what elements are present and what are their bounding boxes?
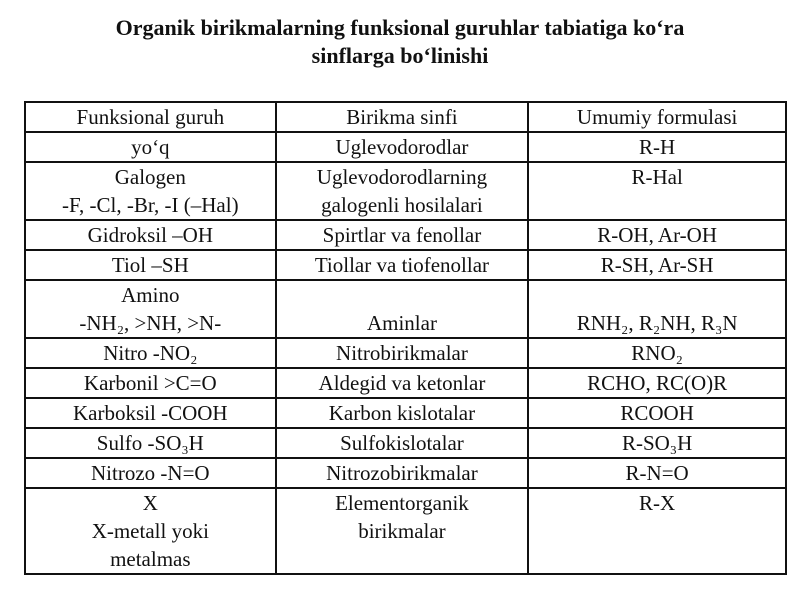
cell-text: Sulfo -SO₃H — [96, 431, 204, 455]
cell-class — [276, 280, 529, 338]
cell-text: R-Hal — [631, 165, 683, 189]
cell-group — [25, 398, 276, 428]
cell-text: Uglevodorodlarning — [316, 165, 488, 189]
cell-text: galogenli hosilalari — [321, 193, 483, 217]
cell-group — [25, 488, 276, 574]
cell-text: Elementorganik — [335, 491, 469, 515]
cell-class — [276, 458, 529, 488]
cell-class — [276, 220, 529, 250]
cell-text: Sulfokislotalar — [340, 431, 464, 455]
table-row — [25, 398, 786, 428]
table-row — [25, 458, 786, 488]
cell-text: R-SO₃H — [621, 431, 693, 455]
cell-text: Karboksil -COOH — [73, 401, 228, 425]
cell-text: Nitrozo -N=O — [91, 461, 210, 485]
cell-text: R-X — [639, 491, 676, 515]
cell-text: Tiol –SH — [111, 253, 189, 277]
cell-group — [25, 428, 276, 458]
cell-formula — [528, 338, 786, 368]
table-row — [25, 280, 786, 338]
cell-text: Uglevodorodlar — [335, 135, 469, 159]
cell-text: Nitrobirikmalar — [336, 341, 468, 365]
cell-group — [25, 458, 276, 488]
cell-text: birikmalar — [358, 519, 446, 543]
cell-class — [276, 398, 529, 428]
cell-class — [276, 368, 529, 398]
header-compound-class: Birikma sinfi — [276, 102, 529, 132]
cell-class — [276, 132, 529, 162]
table-row — [25, 368, 786, 398]
cell-text: Nitro -NO₂ — [103, 341, 198, 365]
cell-text: Galogen — [114, 165, 186, 189]
cell-text: X — [142, 491, 158, 515]
cell-group — [25, 162, 276, 220]
cell-text: R-N=O — [625, 461, 689, 485]
cell-text: Aldegid va ketonlar — [318, 371, 486, 395]
page-title — [0, 14, 800, 70]
cell-formula — [528, 162, 786, 220]
table-row — [25, 338, 786, 368]
table-row — [25, 162, 786, 220]
cell-text: metalmas — [110, 547, 191, 571]
cell-text: RCHO, RC(O)R — [587, 371, 728, 395]
cell-text: Amino — [121, 283, 180, 307]
cell-text: Tiollar va tiofenollar — [314, 253, 490, 277]
functional-groups-table — [24, 101, 787, 575]
cell-formula — [528, 488, 786, 574]
cell-group — [25, 250, 276, 280]
cell-text: RCOOH — [620, 401, 694, 425]
title-line-1: Organik birikmalarning funksional guruhlar tabiatiga ko‘ra — [115, 15, 685, 40]
table-row — [25, 488, 786, 574]
cell-text: R-SH, Ar-SH — [600, 253, 714, 277]
cell-text: -NH₂, >NH, >N- — [79, 311, 222, 335]
cell-text: RNH₂, R₂NH, R₃N — [576, 311, 738, 335]
cell-text: yo‘q — [131, 135, 170, 159]
cell-group — [25, 220, 276, 250]
cell-class — [276, 488, 529, 574]
cell-group — [25, 132, 276, 162]
cell-text: Karbonil >C=O — [83, 371, 217, 395]
cell-formula — [528, 250, 786, 280]
header-functional-group: Funksional guruh — [25, 102, 276, 132]
cell-group — [25, 280, 276, 338]
cell-text: X-metall yoki — [91, 519, 209, 543]
cell-text: Nitrozobirikmalar — [326, 461, 478, 485]
table-row — [25, 220, 786, 250]
cell-text: Gidroksil –OH — [87, 223, 214, 247]
cell-text: R-H — [639, 135, 676, 159]
cell-formula — [528, 220, 786, 250]
cell-formula — [528, 398, 786, 428]
cell-formula — [528, 458, 786, 488]
table-row — [25, 132, 786, 162]
cell-formula — [528, 368, 786, 398]
cell-class — [276, 338, 529, 368]
cell-text: -F, -Cl, -Br, -I (–Hal) — [62, 193, 239, 217]
title-line-2: sinflarga bo‘linishi — [311, 43, 489, 68]
cell-class — [276, 250, 529, 280]
table-row — [25, 250, 786, 280]
cell-class — [276, 428, 529, 458]
cell-group — [25, 338, 276, 368]
table-header-row — [25, 102, 786, 132]
cell-text: R-OH, Ar-OH — [597, 223, 717, 247]
table-row — [25, 428, 786, 458]
cell-class — [276, 162, 529, 220]
cell-formula — [528, 132, 786, 162]
cell-text: Aminlar — [366, 311, 437, 335]
cell-group — [25, 368, 276, 398]
cell-formula — [528, 428, 786, 458]
cell-formula — [528, 280, 786, 338]
cell-text: RNO₂ — [631, 341, 683, 365]
header-general-formula: Umumiy formulasi — [528, 102, 786, 132]
cell-text: Karbon kislotalar — [328, 401, 476, 425]
cell-text: Spirtlar va fenollar — [322, 223, 482, 247]
